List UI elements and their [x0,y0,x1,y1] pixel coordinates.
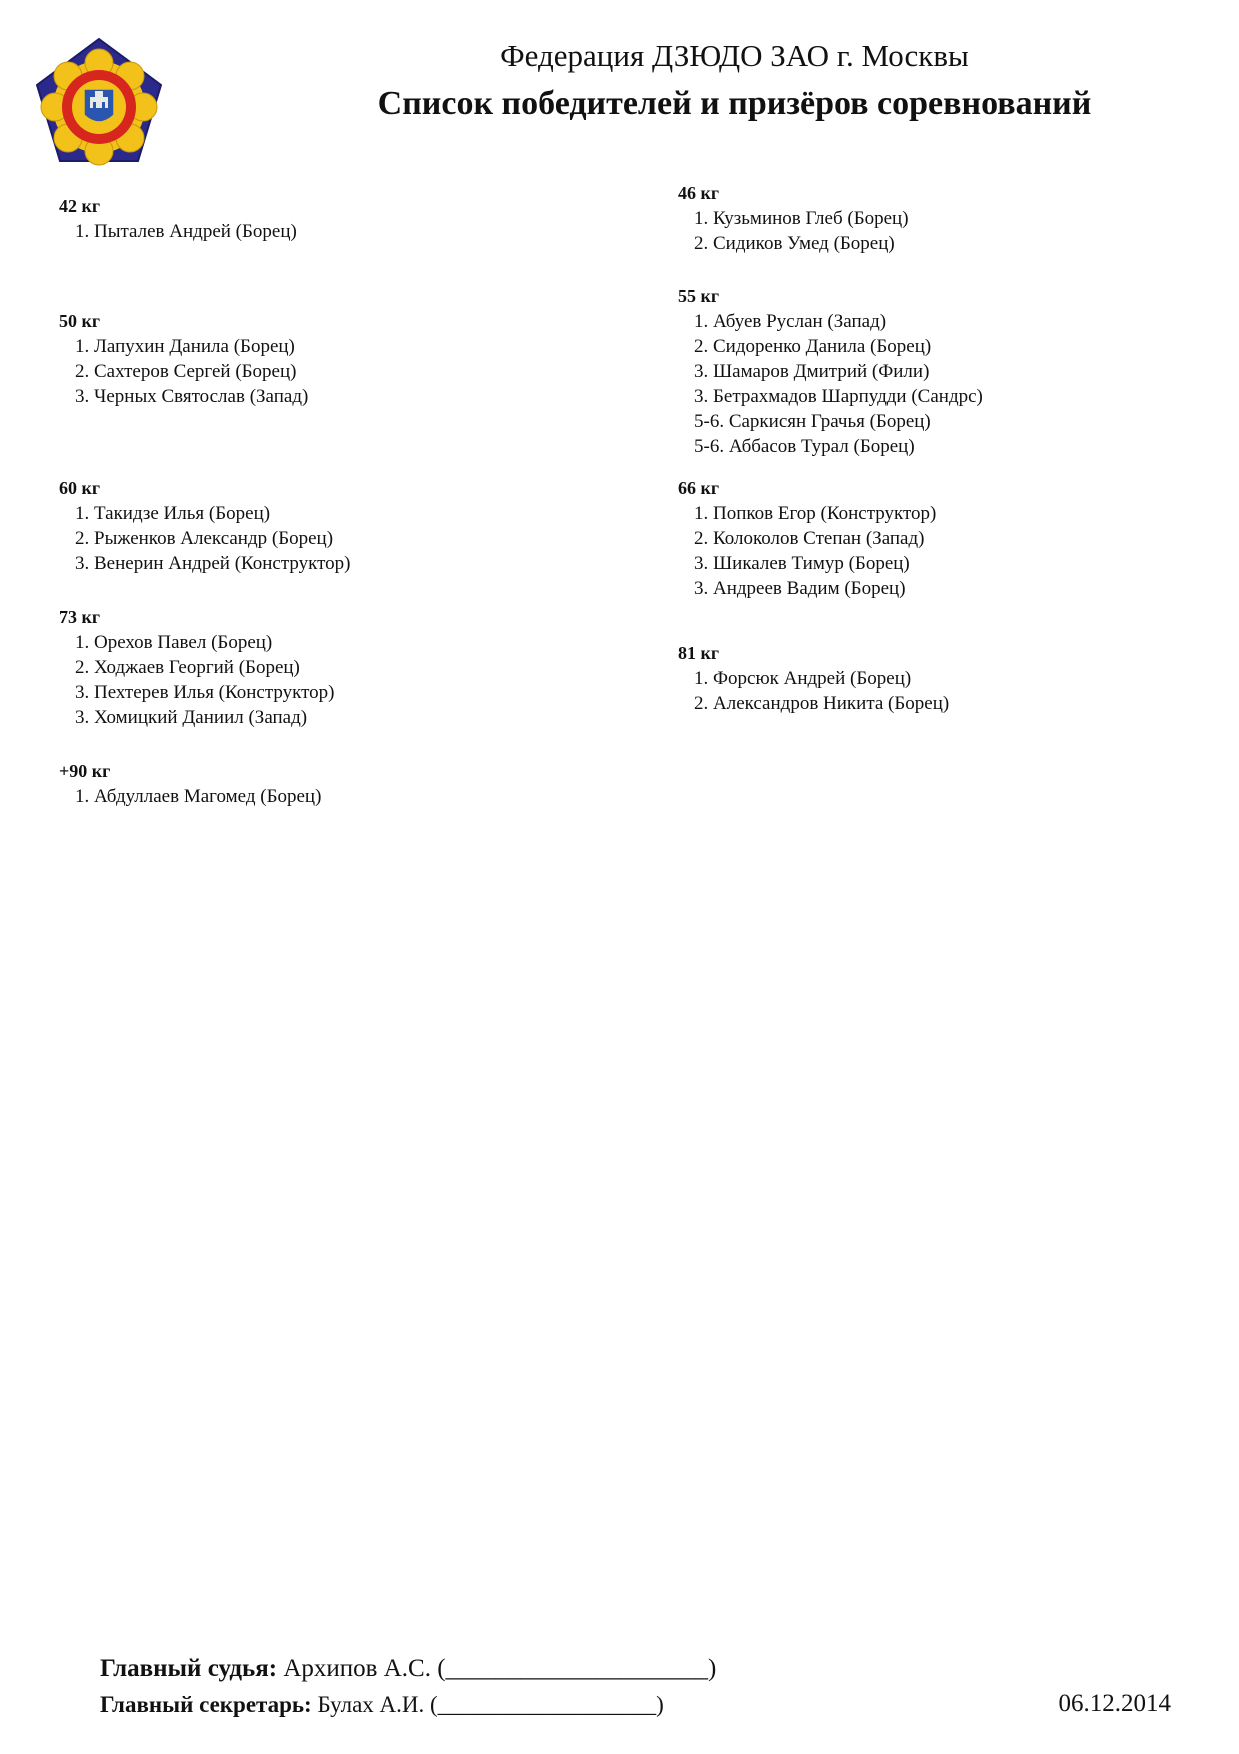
weight-category-label: +90 кг [59,761,111,781]
chief-judge-value: Архипов А.С. (_____________________) [283,1655,717,1682]
weight-category-label: 42 кг [59,196,101,216]
result-entry: 3. Шамаров Дмитрий (Фили) [694,361,930,382]
weight-category-plus90 [59,759,619,809]
weight-category-label: 66 кг [678,478,720,498]
result-entry: 1. Кузьминов Глеб (Борец) [694,208,909,229]
result-entry: 3. Венерин Андрей (Конструктор) [75,553,351,574]
federation-logo-emblem [34,37,164,167]
result-entry: 2. Ходжаев Георгий (Борец) [75,657,300,678]
federation-name: Федерация ДЗЮДО ЗАО г. Москвы [500,38,969,73]
weight-category-label: 50 кг [59,311,101,331]
weight-category-66 [678,476,1238,601]
result-entry: 1. Такидзе Илья (Борец) [75,503,271,524]
page-header [230,36,1179,126]
result-entry: 3. Андреев Вадим (Борец) [694,578,906,599]
weight-category-73 [59,605,619,730]
chief-judge-label: Главный судья: [100,1655,278,1682]
document-title: Список победителей и призёров соревнований [377,85,1092,122]
result-entry: 3. Хомицкий Даниил (Запад) [75,707,308,728]
result-entry: 5-6. Саркисян Грачья (Борец) [694,411,931,432]
weight-category-60 [59,476,619,576]
result-entry: 1. Пыталев Андрей (Борец) [75,221,297,242]
result-entry: 2. Рыженков Александр (Борец) [75,528,334,549]
weight-category-label: 81 кг [678,643,720,663]
result-entry: 3. Шикалев Тимур (Борец) [694,553,910,574]
chief-judge-line [100,1654,716,1684]
weight-category-50 [59,309,619,409]
result-entry: 5-6. Аббасов Турал (Борец) [694,436,915,457]
weight-category-label: 73 кг [59,607,101,627]
result-entry: 1. Форсюк Андрей (Борец) [694,668,912,689]
result-entry: 2. Сидоренко Данила (Борец) [694,336,932,357]
weight-category-46 [678,181,1238,256]
weight-category-55 [678,284,1238,459]
weight-category-label: 60 кг [59,478,101,498]
weight-category-81 [678,641,1238,716]
result-entry: 2. Колоколов Степан (Запад) [694,528,925,549]
document-date: 06.12.2014 [1058,1690,1171,1717]
result-entry: 1. Абуев Руслан (Запад) [694,311,887,332]
result-entry: 3. Черных Святослав (Запад) [75,386,309,407]
result-entry: 3. Бетрахмадов Шарпудди (Сандрс) [694,386,983,407]
result-entry: 1. Орехов Павел (Борец) [75,632,273,653]
result-entry: 3. Пехтерев Илья (Конструктор) [75,682,335,703]
result-entry: 2. Сахтеров Сергей (Борец) [75,361,297,382]
result-entry: 1. Попков Егор (Конструктор) [694,503,937,524]
weight-category-label: 55 кг [678,286,720,306]
result-entry: 1. Абдуллаев Магомед (Борец) [75,786,322,807]
result-entry: 1. Лапухин Данила (Борец) [75,336,295,357]
chief-secretary-line [100,1690,664,1720]
weight-category-label: 46 кг [678,183,720,203]
chief-secretary-value: Булах А.И. (___________________) [317,1692,664,1717]
weight-category-42 [59,194,619,244]
chief-secretary-label: Главный секретарь: [100,1692,312,1717]
result-entry: 2. Александров Никита (Борец) [694,693,950,714]
result-entry: 2. Сидиков Умед (Борец) [694,233,895,254]
